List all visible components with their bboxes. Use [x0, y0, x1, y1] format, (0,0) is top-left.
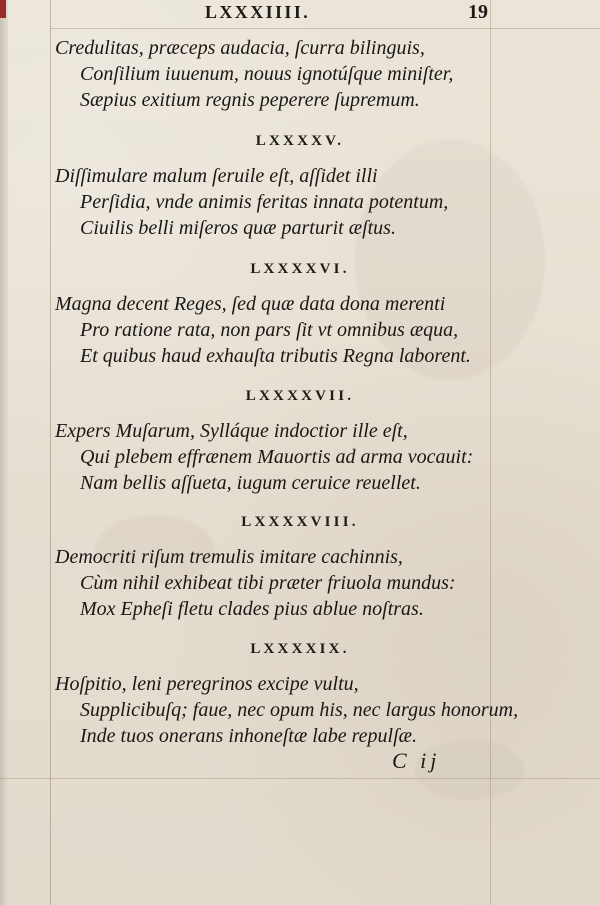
- paper-stain: [355, 140, 545, 380]
- folio-number: 19: [468, 1, 488, 23]
- verse-line: Democriti riſum tremulis imitare cachinnis,: [55, 546, 403, 568]
- section-numeral: LXXXXV.: [255, 133, 345, 149]
- verse-line: Pro ratione rata, non pars ſit vt omnibus æqua,: [80, 319, 459, 341]
- bottom-margin-rule: [0, 778, 600, 779]
- verse-line: Magna decent Reges, ſed quæ data dona merenti: [55, 293, 446, 315]
- verse-line: Supplicibuſq; faue, nec opum his, nec largus honorum,: [80, 699, 519, 721]
- section-numeral: LXXXXVII.: [245, 388, 355, 404]
- verse-line: Expers Muſarum, Sylláque indoctior ille eſt,: [55, 420, 408, 442]
- verse-line: Et quibus haud exhauſta tributis Regna laborent.: [80, 345, 471, 367]
- verse-line: Nam bellis aſſueta, iugum ceruice reuellet.: [80, 472, 421, 494]
- section-numeral: LXXXXVIII.: [241, 514, 359, 530]
- verse-line: Credulitas, præceps audacia, ſcurra bilinguis,: [55, 37, 425, 59]
- verse-line: Diſſimulare malum ſeruile eſt, aſſidet illi: [55, 165, 378, 187]
- section-numeral: LXXXXIX.: [250, 641, 350, 657]
- verse-line: Qui plebem effrænem Mauortis ad arma vocauit:: [80, 446, 474, 468]
- verse-line: Ciuilis belli miſeros quæ parturit æſtus.: [80, 217, 396, 239]
- verse-line: Cùm nihil exhibeat tibi præter friuola mundus:: [80, 572, 456, 594]
- verse-line: Inde tuos onerans inhoneſtæ labe repulſæ.: [80, 725, 418, 747]
- signature-mark: C ij: [392, 748, 441, 773]
- section-numeral: LXXXXVI.: [250, 261, 350, 277]
- red-binding-edge: [0, 0, 6, 18]
- running-head: LXXXIIII.: [205, 2, 311, 22]
- verse-line: Perſidia, vnde animis feritas innata potentum,: [80, 191, 449, 213]
- verse-line: Conſilium iuuenum, nouus ignotúſque miniſter,: [80, 63, 454, 85]
- verse-line: Mox Epheſi fletu clades pius ablue noſtras.: [80, 598, 424, 620]
- top-margin-rule: [50, 28, 600, 29]
- verse-line: Hoſpitio, leni peregrinos excipe vultu,: [55, 673, 359, 695]
- verse-line: Sæpius exitium regnis peperere ſupremum.: [80, 89, 420, 111]
